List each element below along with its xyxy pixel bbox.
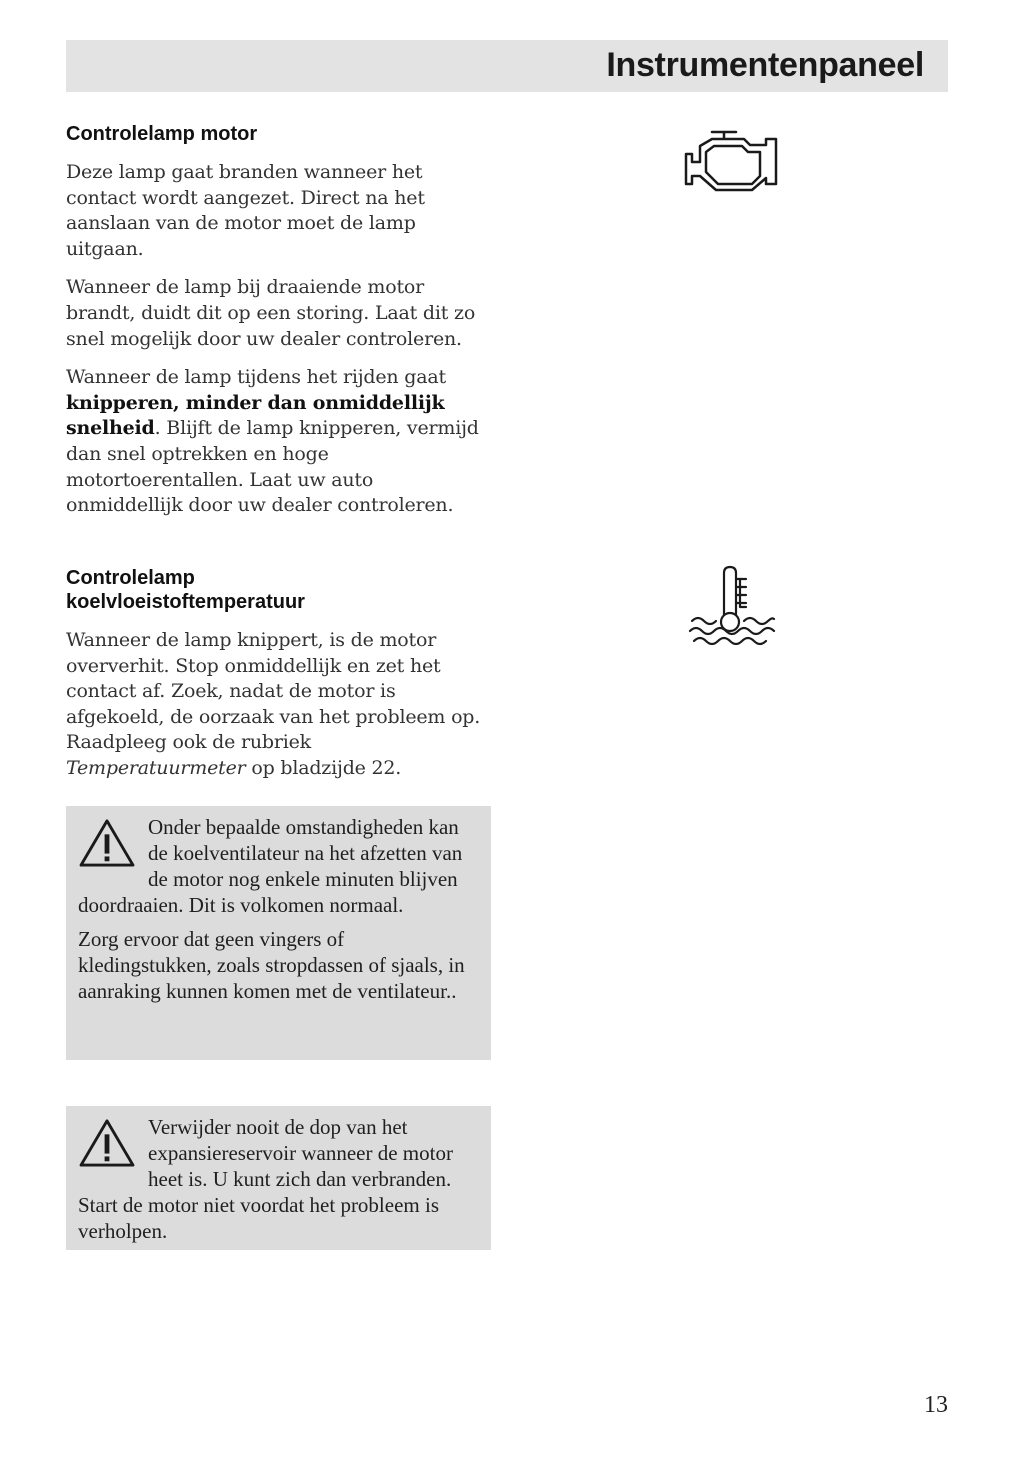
engine-lamp-paragraph-3 [66, 365, 491, 519]
page-number: 13 [924, 1392, 948, 1418]
warning-fan-text-1: Onder bepaalde omstandigheden kan de koelventilateur na het afzetten van de motor nog enkele minuten blijven doordraaien. Dit is volkomen normaal. [78, 815, 463, 917]
coolant-lamp-paragraph [66, 628, 491, 782]
coolant-heading-line-2: koelvloeistoftemperatuur [66, 591, 305, 613]
engine-lamp-paragraph-3-bold: knipperen, minder dan onmiddellijk snelheid [66, 391, 445, 440]
warning-box-fan [66, 806, 491, 1060]
coolant-paragraph-link: Temperatuurmeter [66, 756, 246, 779]
warning-fan-text-2: Zorg ervoor dat geen vingers of kledingstukken, zoals stropdassen of sjaals, in aanraking kunnen komen met de ventilateur.. [78, 927, 465, 1003]
warning-box-expansion-tank [66, 1106, 491, 1250]
engine-lamp-paragraph-3-start: Wanneer de lamp tijdens het rijden gaat [66, 366, 446, 389]
page-title: Instrumentenpaneel [606, 46, 924, 84]
warning-expansion-text: Verwijder nooit de dop van het expansiereservoir wanneer de motor heet is. U kunt zich dan verbranden. Start de motor niet voordat het probleem is verholpen. [78, 1115, 453, 1243]
warning-triangle-icon [78, 818, 136, 868]
coolant-temperature-icon [686, 565, 778, 655]
section-engine-lamp [66, 122, 491, 519]
page-header [66, 40, 948, 92]
engine-lamp-paragraph-1: Deze lamp gaat branden wanneer het contact wordt aangezet. Direct na het aanslaan van de motor moet de lamp uitgaan. [66, 161, 425, 260]
engine-lamp-paragraph-3-end: . Blijft de lamp knipperen, vermijd dan snel optrekken en hoge motortoerentallen. Laat uw auto onmiddellijk door uw dealer controleren. [66, 417, 479, 517]
engine-lamp-paragraph-2: Wanneer de lamp bij draaiende motor brandt, duidt dit op een storing. Laat dit zo snel mogelijk door uw dealer controleren. [66, 276, 476, 350]
coolant-heading-line-1: Controlelamp [66, 567, 195, 589]
coolant-paragraph-end: op bladzijde 22. [245, 756, 402, 779]
warning-triangle-icon [78, 1118, 136, 1168]
section-heading-engine-lamp: Controlelamp motor [66, 123, 258, 145]
section-coolant-lamp [66, 566, 491, 782]
section-heading-coolant-lamp [66, 566, 491, 614]
engine-warning-icon [682, 122, 782, 198]
coolant-paragraph-start: Wanneer de lamp knippert, is de motor oververhit. Stop onmiddellijk en zet het contact af. Zoek, nadat de motor is afgekoeld, de oorzaak van het probleem op. Raadpleeg ook de rubriek [66, 629, 481, 754]
